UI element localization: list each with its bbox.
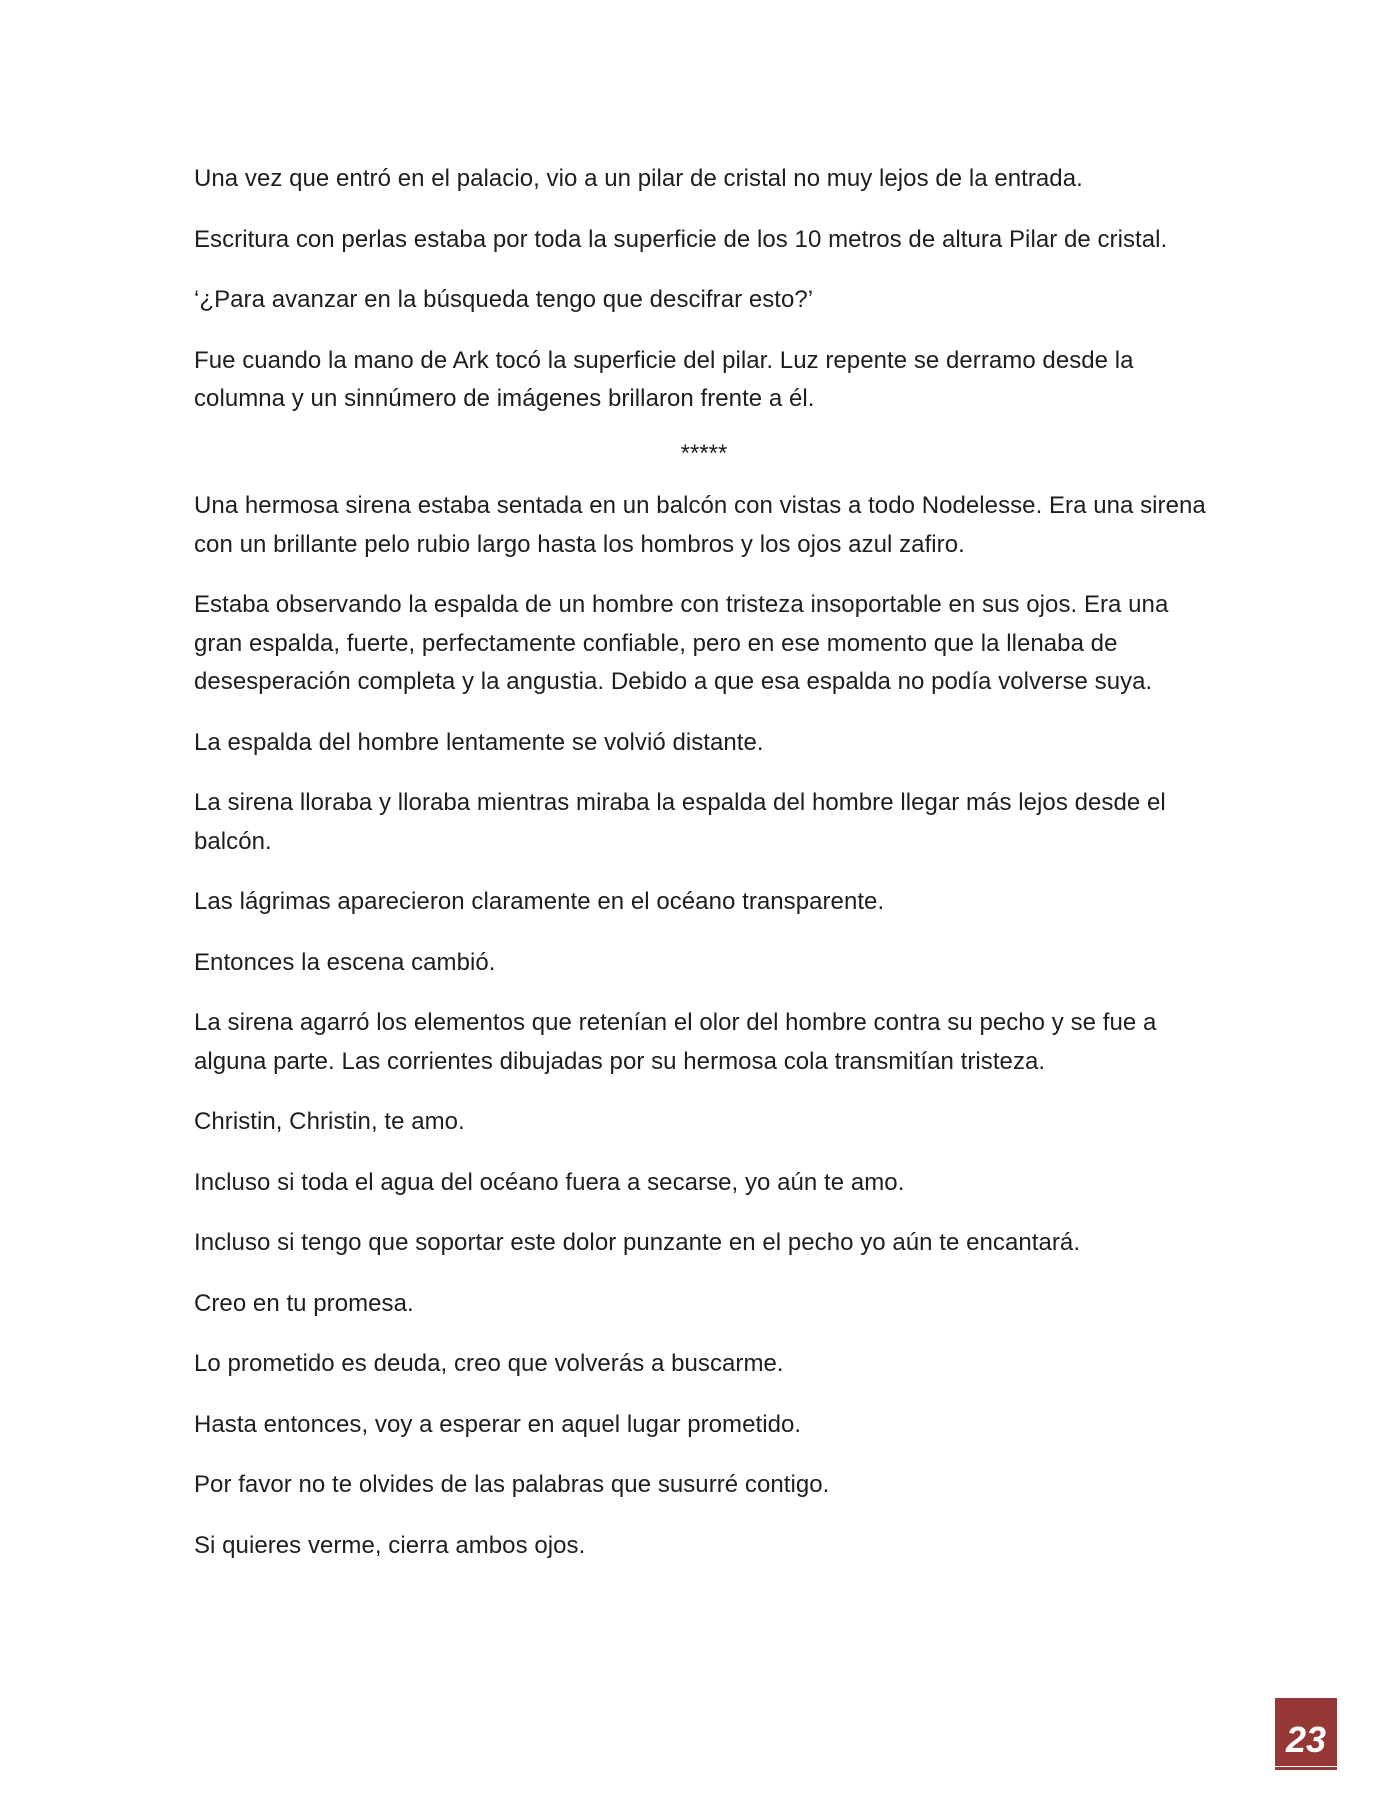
paragraph: Entonces la escena cambió.: [194, 948, 496, 976]
paragraph: Incluso si toda el agua del océano fuera a secarse, yo aún te amo.: [194, 1168, 905, 1196]
paragraph: Christin, Christin, te amo.: [194, 1108, 465, 1135]
paragraph: Escritura con perlas estaba por toda la superficie de los 10 metros de altura Pilar de cristal.: [194, 225, 1168, 253]
paragraph: Hasta entonces, voy a esperar en aquel lugar prometido.: [194, 1410, 802, 1438]
paragraph: La sirena agarró los elementos que retenían el olor del hombre contra su pecho y se fue a alguna parte. Las corrientes dibujadas por su hermosa cola transmitían tristeza.: [194, 1009, 1157, 1075]
paragraph: Incluso si tengo que soportar este dolor punzante en el pecho yo aún te encantará.: [194, 1229, 1081, 1256]
paragraph: La sirena lloraba y lloraba mientras miraba la espalda del hombre llegar más lejos desde el balcón.: [194, 789, 1166, 855]
scene-separator: *****: [680, 439, 728, 467]
paragraph: Creo en tu promesa.: [194, 1289, 414, 1317]
paragraph: Una hermosa sirena estaba sentada en un balcón con vistas a todo Nodelesse. Era una sirena con un brillante pelo rubio largo hasta los hombros y los ojos azul zafiro.: [194, 492, 1206, 558]
paragraph: Lo prometido es deuda, creo que volverás a buscarme.: [194, 1350, 784, 1377]
page-number-badge: [1275, 1698, 1337, 1766]
paragraph: ‘¿Para avanzar en la búsqueda tengo que descifrar esto?’: [194, 286, 814, 313]
paragraph: Las lágrimas aparecieron claramente en el océano transparente.: [194, 888, 885, 915]
page-number: 23: [1285, 1719, 1327, 1760]
paragraph: Estaba observando la espalda de un hombre con tristeza insoportable en sus ojos. Era una gran espalda, fuerte, perfectamente confiable, pero en ese momento que la llenaba de desesperación completa y la angustia. Debido a que esa espalda no podía volverse suya.: [194, 591, 1169, 695]
page-number-underline: [1275, 1767, 1337, 1770]
paragraph: Una vez que entró en el palacio, vio a un pilar de cristal no muy lejos de la entrada.: [194, 165, 1083, 192]
paragraph: Si quieres verme, cierra ambos ojos.: [194, 1531, 586, 1559]
paragraph: La espalda del hombre lentamente se volvió distante.: [194, 728, 764, 756]
paragraph: Fue cuando la mano de Ark tocó la superficie del pilar. Luz repente se derramo desde la columna y un sinnúmero de imágenes brillaron frente a él.: [194, 346, 1134, 412]
page-body: [194, 160, 1214, 1587]
paragraph: Por favor no te olvides de las palabras que susurré contigo.: [194, 1471, 830, 1498]
